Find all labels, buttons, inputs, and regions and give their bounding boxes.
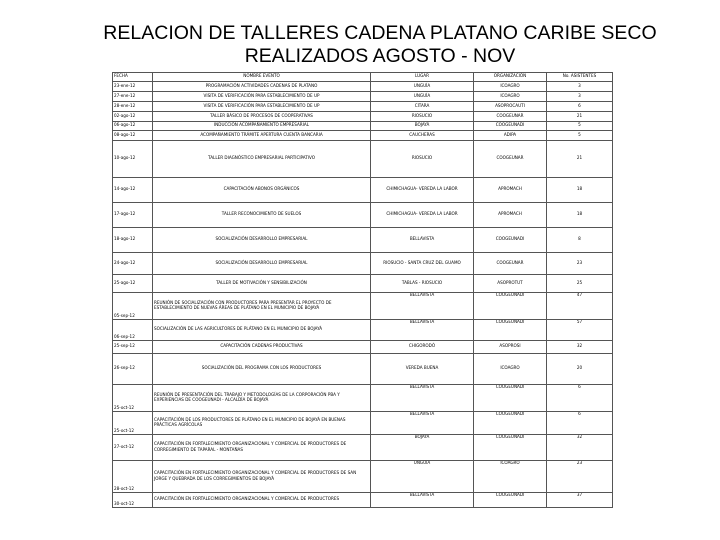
lugar-cell: BELLAVISTA <box>371 385 474 412</box>
asistentes-cell: 47 <box>547 293 613 320</box>
lugar-cell: RIOSUCIO <box>371 141 474 178</box>
evento-cell: CAPACITACIÓN EN FORTALECIMIENTO ORGANIZACIONAL Y COMERCIAL DE PRODUCTORES DE CORREGIMIENTO DE TAPARAL - MONTAÑAS <box>153 435 371 461</box>
fecha-cell: 08-ago-12 <box>113 131 153 141</box>
lugar-cell: BELLAVISTA <box>371 293 474 320</box>
organizacion-cell: COOGEUNADI <box>474 493 547 508</box>
fecha-cell: 06-ago-12 <box>113 122 153 131</box>
table-row <box>113 275 613 293</box>
organizacion-cell: APROMACH <box>474 178 547 203</box>
evento-cell: TALLER RECONOCIMIENTO DE SUELOS <box>153 203 371 228</box>
evento-cell: TALLER DE MOTIVACIÓN Y SENSIBILIZACIÓN <box>153 275 371 293</box>
asistentes-cell: 57 <box>547 320 613 341</box>
asistentes-cell: 6 <box>547 385 613 412</box>
lugar-cell: CHIMICHAGUA- VEREDA LA LABOR <box>371 203 474 228</box>
table-row <box>113 82 613 92</box>
title-line-2: REALIZADOS AGOSTO - NOV <box>244 45 516 67</box>
lugar-cell: BOJAYÁ <box>371 122 474 131</box>
lugar-cell: CHIMICHAGUA- VEREDA LA LABOR <box>371 178 474 203</box>
organizacion-cell: COOGEUNAR <box>474 253 547 275</box>
evento-cell: CAPACITACIÓN DE LOS PRODUCTORES DE PLÁTANO EN EL MUNICIPIO DE BOJAYÁ EN BUENAS PRÁCTICAS AGRÍCOLAS <box>153 412 371 435</box>
lugar-cell: BELLAVISTA <box>371 320 474 341</box>
lugar-cell: CHIGORODÓ <box>371 341 474 354</box>
evento-cell: REUNIÓN DE SOCIALIZACIÓN CON PRODUCTORES PARA PRESENTAR EL PROYECTO DE ESTABLECIMIENTO DE NUEVAS ÁREAS DE PLÁTANO EN EL MUNICIPIO DE BOJAYÁ <box>153 293 371 320</box>
asistentes-cell: 23 <box>547 461 613 493</box>
table-row <box>113 461 613 493</box>
evento-cell: CAPACITACIÓN EN FORTALECIMIENTO ORGANIZACIONAL Y COMERCIAL DE PRODUCTORES DE SAN JORGE Y QUEBRADA DE LOS CORREGIMIENTOS DE BOJAYÁ <box>153 461 371 493</box>
fecha-cell: 24-ago-12 <box>113 253 153 275</box>
asistentes-cell: 5 <box>547 122 613 131</box>
asistentes-cell: 21 <box>547 112 613 122</box>
evento-cell: REUNIÓN DE PRESENTACIÓN DEL TRABAJO Y METODOLOGÍAS DE LA CORPORACIÓN PBA Y EXPERIENCIAS DE COOGEUNADI - ALCALDÍA DE BOJAYÁ <box>153 385 371 412</box>
table-row <box>113 412 613 435</box>
lugar-cell: BOJAYÁ <box>371 435 474 461</box>
lugar-cell: UNGUÍA <box>371 92 474 102</box>
lugar-cell: VEREDA BUENA <box>371 354 474 385</box>
asistentes-cell: 20 <box>547 354 613 385</box>
table-row <box>113 293 613 320</box>
fecha-cell: 27-oct-12 <box>113 435 153 461</box>
table-row <box>113 228 613 253</box>
fecha-cell: 18-ago-12 <box>113 228 153 253</box>
lugar-cell: BELLAVISTA <box>371 228 474 253</box>
fecha-cell: 28-ene-12 <box>113 102 153 112</box>
organizacion-cell: ICOAGRO <box>474 461 547 493</box>
header-asistentes: No. ASISTENTES <box>547 73 613 82</box>
organizacion-cell: ICOAGRO <box>474 82 547 92</box>
organizacion-cell: APROMACH <box>474 203 547 228</box>
fecha-cell: 05-sep-12 <box>113 293 153 320</box>
fecha-cell: 26-sep-12 <box>113 354 153 385</box>
table-row <box>113 203 613 228</box>
organizacion-cell: ASOPROCAUTI <box>474 102 547 112</box>
evento-cell: ACOMPAÑAMIENTO TRÁMITE APERTURA CUENTA BANCARIA <box>153 131 371 141</box>
organizacion-cell: COOGEUNADI <box>474 122 547 131</box>
asistentes-cell: 3 <box>547 92 613 102</box>
fecha-cell: 25-oct-12 <box>113 385 153 412</box>
fecha-cell: 27-ene-12 <box>113 92 153 102</box>
organizacion-cell: ASOPROSI <box>474 341 547 354</box>
table-row <box>113 435 613 461</box>
document-title <box>0 22 720 68</box>
fecha-cell: 25-oct-12 <box>113 412 153 435</box>
asistentes-cell: 18 <box>547 203 613 228</box>
evento-cell: SOCIALIZACIÓN DESARROLLO EMPRESARIAL <box>153 228 371 253</box>
organizacion-cell: COOGEUNADI <box>474 412 547 435</box>
asistentes-cell: 23 <box>547 253 613 275</box>
organizacion-cell: COOGEUNADI <box>474 435 547 461</box>
table-row <box>113 112 613 122</box>
asistentes-cell: 6 <box>547 102 613 112</box>
fecha-cell: 28-oct-12 <box>113 461 153 493</box>
evento-cell: CAPACITACIÓN ABONOS ORGÁNICOS <box>153 178 371 203</box>
table-row <box>113 141 613 178</box>
evento-cell: PROGRAMACIÓN ACTIVIDADES CADENAS DE PLATANO <box>153 82 371 92</box>
fecha-cell: 25-ago-12 <box>113 275 153 293</box>
asistentes-cell: 3 <box>547 82 613 92</box>
header-fecha: FECHA <box>113 73 153 82</box>
header-lugar: LUGAR <box>371 73 474 82</box>
asistentes-cell: 32 <box>547 341 613 354</box>
evento-cell: INDUCCIÓN ACOMPAÑAMIENTO EMPRESARIAL <box>153 122 371 131</box>
table-row <box>113 253 613 275</box>
workshops-table <box>112 72 613 508</box>
asistentes-cell: 32 <box>547 435 613 461</box>
table-row <box>113 385 613 412</box>
organizacion-cell: COOGEUNADI <box>474 293 547 320</box>
table-row <box>113 131 613 141</box>
table-row <box>113 92 613 102</box>
table-row <box>113 102 613 112</box>
evento-cell: SOCIALIZACIÓN DE LAS AGRICULTORES DE PLÁTANO EN EL MUNICIPIO DE BOJAYÁ <box>153 320 371 341</box>
evento-cell: TALLER DIAGNÓSTICO EMPRESARIAL PARTICIPATIVO <box>153 141 371 178</box>
evento-cell: CAPACITACIÓN EN FORTALECIMIENTO ORGANIZACIONAL Y COMERCIAL DE PRODUCTORES <box>153 493 371 508</box>
asistentes-cell: 18 <box>547 178 613 203</box>
table-row <box>113 122 613 131</box>
evento-cell: TALLER BÁSICO DE PROCESOS DE COOPERATIVAS <box>153 112 371 122</box>
header-organizacion: ORGANIZACIÓN <box>474 73 547 82</box>
lugar-cell: CAUCHERAS <box>371 131 474 141</box>
table-row <box>113 354 613 385</box>
fecha-cell: 14-ago-12 <box>113 178 153 203</box>
asistentes-cell: 5 <box>547 131 613 141</box>
fecha-cell: 02-ago-12 <box>113 112 153 122</box>
table-row <box>113 341 613 354</box>
evento-cell: VISITA DE VERIFICACIÓN PARA ESTABLECIMIENTO DE UP <box>153 92 371 102</box>
header-evento: NOMBRE EVENTO <box>153 73 371 82</box>
table-row <box>113 178 613 203</box>
organizacion-cell: COOGEUNAR <box>474 112 547 122</box>
fecha-cell: 10-ago-12 <box>113 141 153 178</box>
fecha-cell: 06-sep-12 <box>113 320 153 341</box>
header-row <box>113 73 613 82</box>
lugar-cell: UNGUÍA <box>371 82 474 92</box>
evento-cell: CAPACITACIÓN CADENAS PRODUCTIVAS <box>153 341 371 354</box>
lugar-cell: TABLAS - RIOSUCIO <box>371 275 474 293</box>
asistentes-cell: 25 <box>547 275 613 293</box>
evento-cell: SOCIALIZACIÓN DEL PROGRAMA CON LOS PRODUCTORES <box>153 354 371 385</box>
asistentes-cell: 21 <box>547 141 613 178</box>
fecha-cell: 17-ago-12 <box>113 203 153 228</box>
organizacion-cell: COOGEUNADI <box>474 228 547 253</box>
organizacion-cell: COOGEUNADI <box>474 385 547 412</box>
organizacion-cell: ASOPROTUT <box>474 275 547 293</box>
title-line-1: RELACION DE TALLERES CADENA PLATANO CARIBE SECO <box>103 22 657 44</box>
lugar-cell: CITARA <box>371 102 474 112</box>
lugar-cell: BELLAVISTA <box>371 412 474 435</box>
table-row <box>113 493 613 508</box>
asistentes-cell: 6 <box>547 412 613 435</box>
evento-cell: SOCIALIZACIÓN DESARROLLO EMPRESARIAL <box>153 253 371 275</box>
organizacion-cell: COOGEUNADI <box>474 320 547 341</box>
fecha-cell: 30-oct-12 <box>113 493 153 508</box>
organizacion-cell: ICOAGRO <box>474 92 547 102</box>
organizacion-cell: ADIPA <box>474 131 547 141</box>
organizacion-cell: ICOAGRO <box>474 354 547 385</box>
fecha-cell: 25-sep-12 <box>113 341 153 354</box>
evento-cell: VISITA DE VERIFICACIÓN PARA ESTABLECIMIENTO DE UP <box>153 102 371 112</box>
asistentes-cell: 37 <box>547 493 613 508</box>
lugar-cell: RIOSUCIO <box>371 112 474 122</box>
fecha-cell: 23-ene-12 <box>113 82 153 92</box>
asistentes-cell: 8 <box>547 228 613 253</box>
organizacion-cell: COOGEUNAR <box>474 141 547 178</box>
table-row <box>113 320 613 341</box>
lugar-cell: BELLAVISTA <box>371 493 474 508</box>
lugar-cell: UNGUÍA <box>371 461 474 493</box>
lugar-cell: RIOSUCIO - SANTA CRUZ DEL GUAMO <box>371 253 474 275</box>
